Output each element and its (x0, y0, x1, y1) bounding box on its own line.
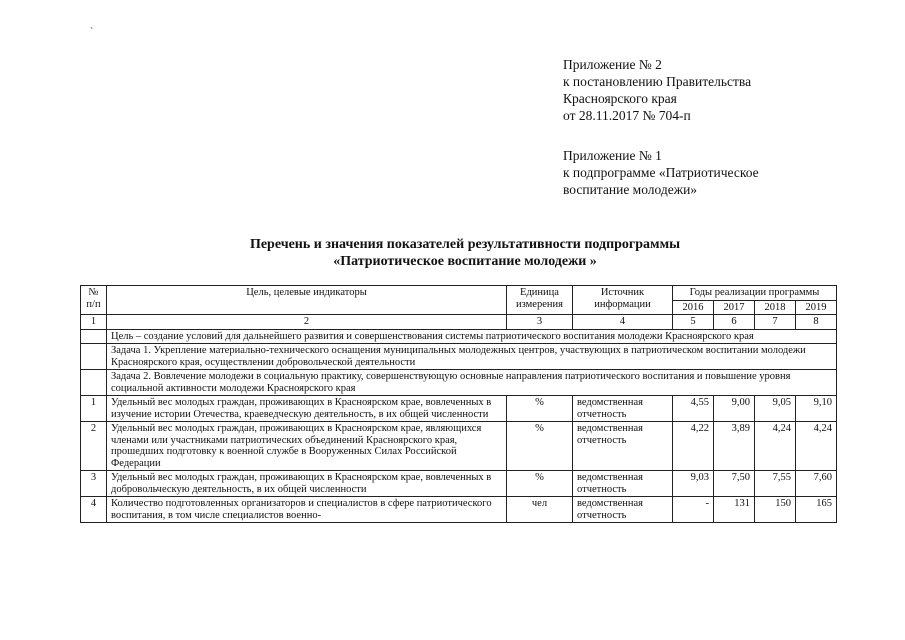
goal-row (81, 329, 837, 344)
header-num: № п/п (81, 286, 107, 315)
value-2019: 165 (796, 497, 837, 523)
empty-cell (81, 344, 107, 370)
task-2-text: Задача 2. Вовлечение молодежи в социальную практику, совершенствующую основные направления патриотического воспитания и повышение уровня социальной активности молодежи Красноярского края (107, 370, 837, 396)
row-number: 2 (81, 422, 107, 471)
indicator-unit: % (507, 396, 573, 422)
appendix-line: Красноярского края (563, 91, 677, 106)
column-number: 8 (796, 315, 837, 330)
indicator-source: ведомственная отчетность (573, 497, 673, 523)
value-2016: 4,55 (673, 396, 714, 422)
value-2019: 7,60 (796, 471, 837, 497)
appendix-2-header (563, 56, 751, 124)
indicator-source: ведомственная отчетность (573, 422, 673, 471)
indicator-name: Удельный вес молодых граждан, проживающих в Красноярском крае, являющихся членами или участниками патриотических объединений Красноярского края, прошедших подготовку к военной службе в Вооруженных Силах Российской Федерации (107, 422, 507, 471)
row-number: 3 (81, 471, 107, 497)
scan-mark: ` (90, 27, 94, 38)
value-2019: 4,24 (796, 422, 837, 471)
value-2016: 4,22 (673, 422, 714, 471)
column-number: 7 (755, 315, 796, 330)
appendix-line: Приложение № 1 (563, 148, 662, 163)
task-1-text: Задача 1. Укрепление материально-технического оснащения муниципальных молодежных центров, участвующих в патриотическом воспитании молодежи Красноярского края, осуществлении добровольческой деятельности (107, 344, 837, 370)
value-2017: 131 (714, 497, 755, 523)
column-number: 1 (81, 315, 107, 330)
appendix-line: к постановлению Правительства (563, 74, 752, 89)
appendix-line: воспитание молодежи» (563, 182, 698, 197)
header-unit: Единица измерения (507, 286, 573, 315)
header-years: Годы реализации программы (673, 286, 837, 301)
column-number: 4 (573, 315, 673, 330)
table-row (81, 396, 837, 422)
title-line-1: Перечень и значения показателей результативности подпрограммы (249, 237, 681, 252)
indicator-unit: % (507, 422, 573, 471)
appendix-line: к подпрограмме «Патриотическое (563, 165, 759, 180)
column-number: 3 (507, 315, 573, 330)
header-goal: Цель, целевые индикаторы (107, 286, 507, 315)
indicator-name: Удельный вес молодых граждан, проживающих в Красноярском крае, вовлеченных в добровольческую деятельность, в их общей численности (107, 471, 507, 497)
value-2017: 7,50 (714, 471, 755, 497)
value-2017: 3,89 (714, 422, 755, 471)
indicator-unit: чел (507, 497, 573, 523)
value-2016: - (673, 497, 714, 523)
value-2018: 7,55 (755, 471, 796, 497)
appendix-line: от 28.11.2017 № 704-п (563, 108, 691, 123)
header-year-2019: 2019 (796, 300, 837, 315)
value-2018: 9,05 (755, 396, 796, 422)
column-number: 2 (107, 315, 507, 330)
empty-cell (81, 329, 107, 344)
value-2019: 9,10 (796, 396, 837, 422)
task-row (81, 344, 837, 370)
table-row (81, 471, 837, 497)
table-row (81, 422, 837, 471)
indicators-table (80, 285, 837, 523)
indicator-source: ведомственная отчетность (573, 471, 673, 497)
value-2018: 150 (755, 497, 796, 523)
title-line-2: «Патриотическое воспитание молодежи » (333, 254, 597, 269)
column-number: 5 (673, 315, 714, 330)
indicator-name: Количество подготовленных организаторов и специалистов в сфере патриотического воспитания, в том числе специалистов военно- (107, 497, 507, 523)
column-number: 6 (714, 315, 755, 330)
document-title (150, 236, 780, 270)
indicator-unit: % (507, 471, 573, 497)
appendix-line: Приложение № 2 (563, 57, 662, 72)
header-year-2016: 2016 (673, 300, 714, 315)
value-2016: 9,03 (673, 471, 714, 497)
value-2018: 4,24 (755, 422, 796, 471)
value-2017: 9,00 (714, 396, 755, 422)
table-row (81, 497, 837, 523)
header-source: Источник информации (573, 286, 673, 315)
header-year-2018: 2018 (755, 300, 796, 315)
column-number-row (81, 315, 837, 330)
appendix-1-header (563, 147, 759, 198)
row-number: 1 (81, 396, 107, 422)
goal-text: Цель – создание условий для дальнейшего развития и совершенствования системы патриотического воспитания молодежи Красноярского края (107, 329, 837, 344)
indicator-source: ведомственная отчетность (573, 396, 673, 422)
header-year-2017: 2017 (714, 300, 755, 315)
row-number: 4 (81, 497, 107, 523)
empty-cell (81, 370, 107, 396)
indicator-name: Удельный вес молодых граждан, проживающих в Красноярском крае, вовлеченных в изучение истории Отечества, краеведческую деятельность, в их общей численности (107, 396, 507, 422)
task-row (81, 370, 837, 396)
